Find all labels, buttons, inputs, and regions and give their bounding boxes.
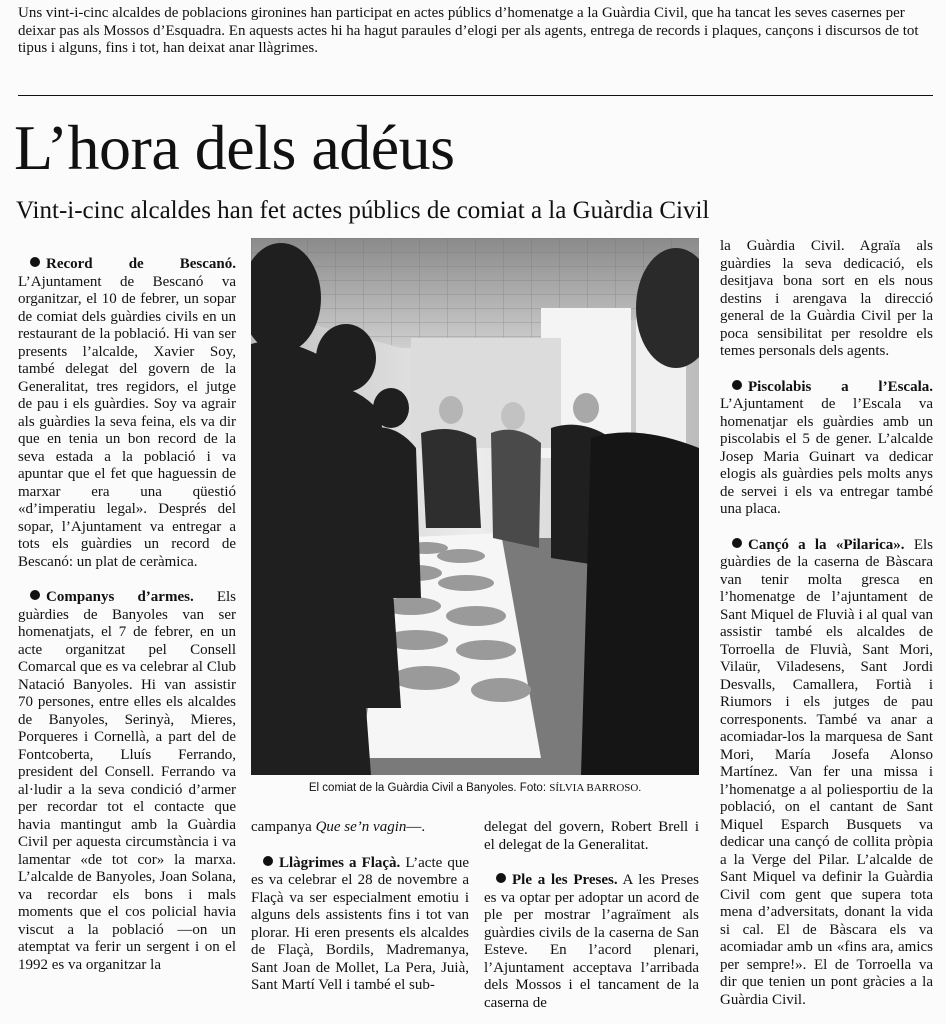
headline: L’hora dels adéus — [14, 112, 455, 183]
continuation-text: delegat del govern, Robert Brell i el delegat de la Generalitat. — [484, 819, 699, 853]
section-lead: Cançó a la «Pilarica». — [748, 536, 905, 553]
section-lead: Ple a les Preses. — [512, 872, 618, 888]
section-canco-pilarica — [720, 537, 933, 1010]
section-ple-preses — [484, 872, 699, 1012]
cont-suffix: —. — [406, 819, 426, 835]
top-rule — [18, 95, 933, 96]
section-text: Els guàrdies de Banyoles van ser homenatjats, el 7 de febrer, en un acte organitzat pel Consell Comarcal que es va celebrar al Club Natació Banyoles. Hi van assistir 70 persones, entre elles els alcaldes de Banyoles, Serinyà, Mieres, Porqueres i Cornellà, a part del de Fontcoberta, Lluís Ferrando, president del Consell. Ferrando va al·ludir a la seva condició d’armer per recordar tot el contacte que havia mantingut amb la Guàrdia Civil per aquesta circumstància i va lamentar «de tot cor» la marxa. L’alcalde de Banyoles, Joan Solana, va recordar els bons i mals moments que el cos policial havia viscut a la població —on un atemptat va ferir un sergent i on el 1992 es va organitzar la — [18, 589, 236, 973]
section-lead: Piscolabis a l’Escala. — [748, 378, 933, 395]
section-text: A les Preses es va optar per adoptar un acord de ple per mostrar l’agraïment als guàrdies civils de la caserna de San Esteve. En l’acord plenari, l’Ajuntament acceptava l’arribada dels Mossos i el tancament de la caserna de — [484, 872, 699, 1011]
intro-paragraph: Uns vint-i-cinc alcaldes de poblacions gironines han participat en actes públics d’homenatge a la Guàrdia Civil, que ha tancat les seves casernes per deixar pas als Mossos d’Esquadra. En aquests actes hi ha hagut paraules d’elogi per als agents, entrega de records i plaques, cançons i discursos de tot tipus i alguns, fins i tot, han deixat anar llàgrimes. — [18, 5, 919, 56]
continuation-text: la Guàrdia Civil. Agraïa als guàrdies la seva dedicació, els desitjava bona sort en els nous destins i arengava la direcció general de la Guàrdia Civil per la poca sensibilitat per resoldre els temes personals dels agents. — [720, 238, 933, 359]
subheadline: Vint-i-cinc alcaldes han fet actes públics de comiat a la Guàrdia Civil — [16, 197, 710, 224]
bullet-icon — [30, 590, 40, 600]
bullet-icon — [732, 538, 742, 548]
bullet-icon — [496, 873, 506, 883]
section-text: L’acte que es va celebrar el 28 de novembre a Flaçà va ser especialment emotiu i alguns dels assistents fins i tot van plorar. Hi eren presents els alcaldes de Flaçà, Bordils, Madremanya, Sant Joan de Mollet, La Pera, Juià, Sant Martí Vell i també el sub- — [251, 854, 469, 993]
section-piscolabis-escala — [720, 379, 933, 519]
column-4 — [720, 238, 933, 1009]
caption-text: El comiat de la Guàrdia Civil a Banyoles. Foto: — [308, 782, 547, 794]
column-3 — [484, 819, 699, 1012]
section-companys-armes — [18, 589, 236, 974]
cont-prefix: campanya — [251, 819, 312, 835]
photo-caption — [251, 781, 699, 795]
caption-credit: SÍLVIA BARROSO. — [549, 782, 642, 794]
photo-illustration — [251, 238, 699, 775]
section-lead: Record de Bescanó. — [46, 256, 236, 272]
section-text: Els guàrdies de la caserna de Bàscara van tenir molta gresca en l’homenatge de l’ajuntament de Sant Miquel de Fluvià i al qual van assistir també els alcaldes de Torroella de Fluvià, Sant Mori, Vilaür, Viladesens, Sant Jordi Desvalls, Camallera, Fortià i Riumors i els jutges de pau corresponents. També va anar a acomiadar-los la marquesa de Sant Mori, María Josefa Alonso Martínez. Van fer una missa i l’homenatge a al poliesportiu de la població, on el cantant de Sant Miquel Esparch Busquets va dedicar una cançó de collita pròpia a la Verge del Pilar. L’alcalde de Sant Miquel va definir la Guàrdia Civil com gent que supera tota mena d’adversitats, donant la vida si cal. El de Bàscara els va acomiadar amb un «fins ara, amics per sempre!». El de Torroella va dir que tenien un pont gràcies a la Guàrdia Civil. — [720, 536, 934, 1008]
campaign-title: Que se’n vagin — [315, 819, 407, 835]
section-record-bescano — [18, 256, 236, 571]
section-llagrimes-flaca — [251, 855, 469, 995]
column-2 — [251, 819, 469, 995]
bullet-icon — [263, 856, 273, 866]
section-lead: Companys d’armes. — [46, 589, 194, 605]
bullet-icon — [30, 257, 40, 267]
news-photo — [251, 238, 699, 775]
section-text: L’Ajuntament de Bescanó va organitzar, el 10 de febrer, un sopar de comiat dels guàrdies civils en un restaurant de la població. Hi van ser presents l’alcalde, Xavier Soy, també delegat del govern de la Generalitat, tres regidors, el jutge de pau i els guàrdies. Soy va agrair als guàrdies la seva feina, els va dir que en tenia un bon record de la seva estada a la població i va apuntar que el fet que haguessin de marxar era una qüestió «d’imperatiu legal». Després del sopar, l’Ajuntament va entregar a tots els guàrdies un record de Bescanó: un plat de ceràmica. — [18, 273, 236, 570]
bullet-icon — [732, 380, 742, 390]
section-lead: Llàgrimes a Flaçà. — [279, 854, 401, 871]
section-text: L’Ajuntament de l’Escala va homenatjar els guàrdies amb un piscolabis el 5 de gener. L’alcalde Josep Maria Guinart va dedicar elogis als guàrdies pels molts anys de servei i els va entregar també una placa. — [720, 396, 933, 517]
continuation-text — [251, 819, 469, 837]
column-1 — [18, 256, 236, 974]
